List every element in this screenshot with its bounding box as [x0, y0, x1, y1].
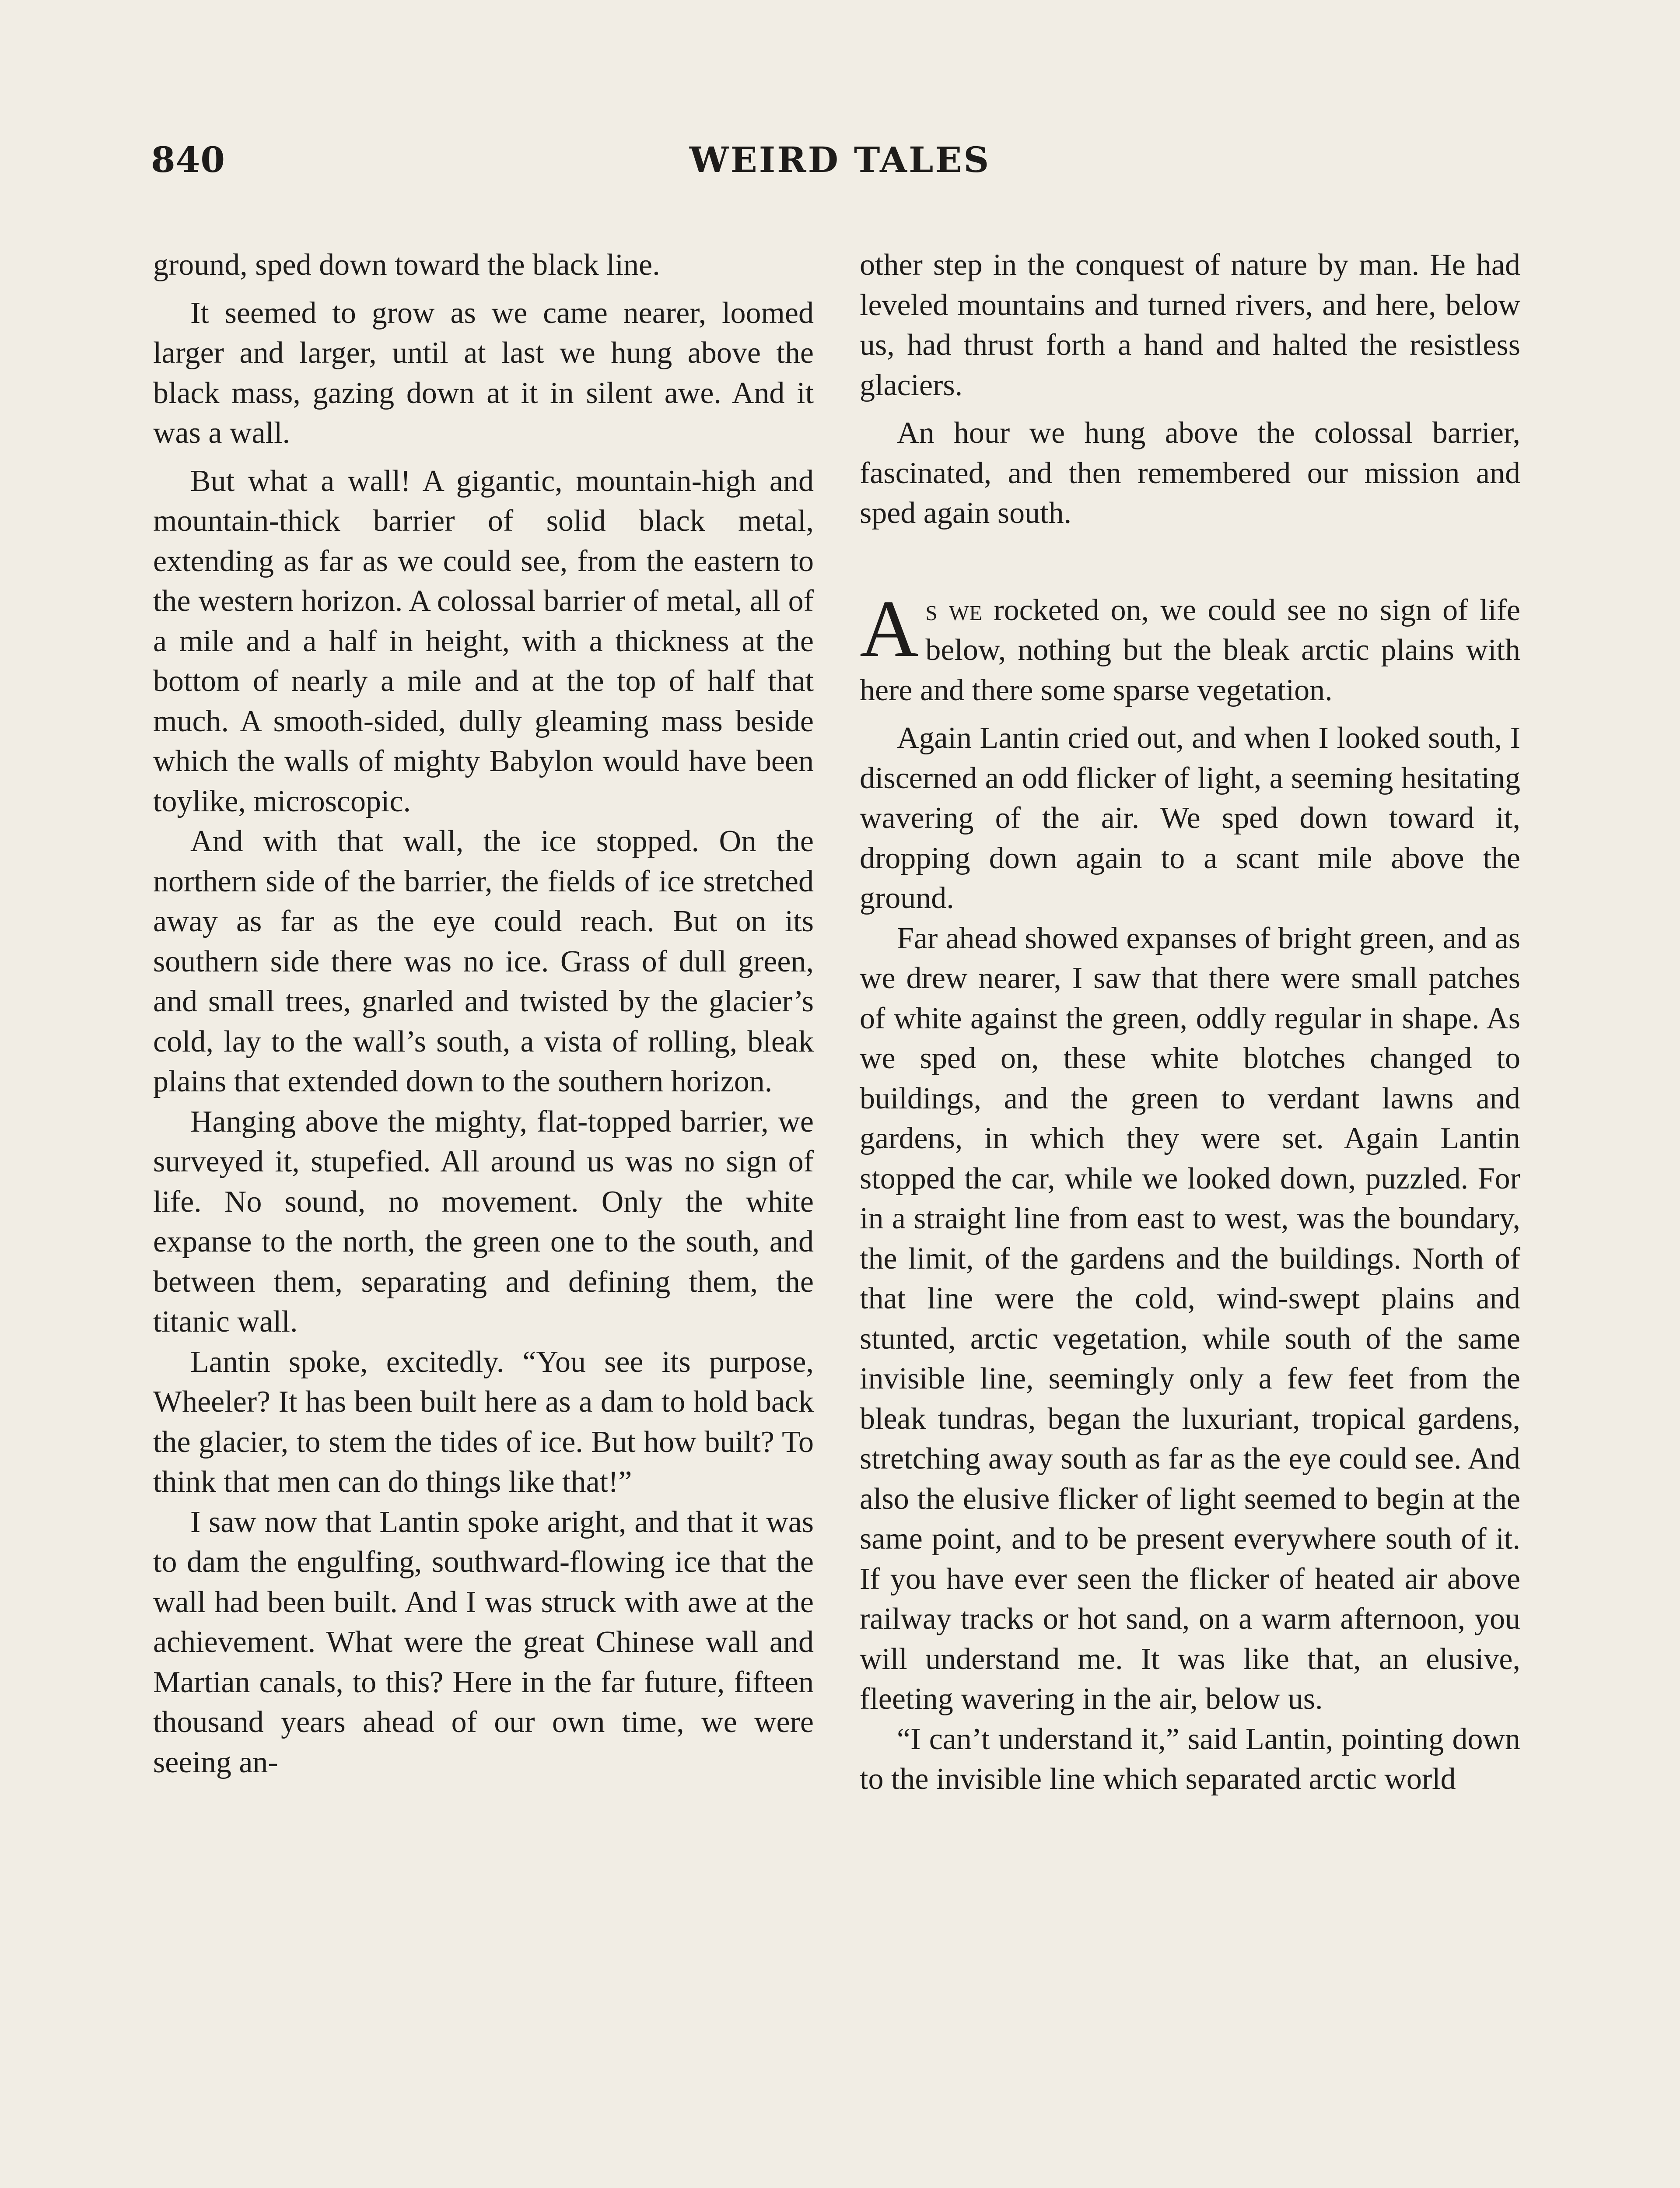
magazine-title: WEIRD TALES [689, 139, 991, 180]
drop-cap: A [860, 583, 919, 674]
paragraph: And with that wall, the ice stopped. On the northern side of the barrier, the fields of ice stretched away as far as the eye could reach. But on its southern side there was no ice. Grass of dull green, and small trees, gnarled and twisted by the glacier’s cold, lay to the wall’s south, a vista of rolling, bleak plains that extended down to the southern horizon. [153, 824, 814, 1098]
paragraph-text: rocketed on, we could see no sign of life below, nothing but the bleak arctic plains with here and there some sparse vegetation. [860, 593, 1520, 707]
paragraph: “I can’t understand it,” said Lantin, pointing down to the invisible line which separated arctic world [860, 1722, 1520, 1796]
paragraph: An hour we hung above the colossal barrier, fascinated, and then remembered our mission and sped again south. [860, 416, 1520, 530]
paragraph: Hanging above the mighty, flat-topped barrier, we surveyed it, stupefied. All around us was no sign of life. No sound, no movement. Only the white expanse to the north, the green one to the south, and between them, separating and defining them, the titanic wall. [153, 1105, 814, 1339]
small-caps-lead: s we [925, 593, 983, 627]
page-number: 840 [151, 139, 225, 180]
left-column [153, 245, 814, 1782]
paragraph: ground, sped down toward the black line. [153, 248, 660, 282]
right-column [860, 245, 1520, 1799]
paragraph: I saw now that Lantin spoke aright, and that it was to dam the engulfing, southward-flowing ice that the wall had been built. And I was struck with awe at the achievement. What were the great Chinese wall and Martian canals, to this? Here in the far future, fifteen thousand years ahead of our own time, we were seeing an- [153, 1505, 814, 1779]
paragraph: But what a wall! A gigantic, mountain-high and mountain-thick barrier of solid black metal, extending as far as we could see, from the eastern to the western horizon. A colossal barrier of metal, all of a mile and a half in height, with a thickness at the bottom of nearly a mile and at the top of half that much. A smooth-sided, dully gleaming mass beside which the walls of mighty Babylon would have been toylike, microscopic. [153, 464, 814, 818]
paragraph: Far ahead showed expanses of bright green, and as we drew nearer, I saw that there were small patches of white against the green, oddly regular in shape. As we sped on, these white blotches changed to buildings, and the green to verdant lawns and gardens, in which they were set. Again Lantin stopped the car, while we looked down, puzzled. For in a straight line from east to west, was the boundary, the limit, of the gardens and the buildings. North of that line were the cold, wind-swept plains and stunted, arctic vegetation, while south of the same invisible line, seemingly only a few feet from the bleak tundras, began the luxuriant, tropical gardens, stretching away south as far as the eye could see. And also the elusive flicker of light seemed to begin at the same point, and to be present everywhere south of it. If you have ever seen the flicker of heated air above railway tracks or hot sand, on a warm afternoon, you will understand me. It was like that, an elusive, fleeting wavering in the air, below us. [860, 921, 1520, 1716]
paragraph: It seemed to grow as we came nearer, loomed larger and larger, until at last we hung above the black mass, gazing down at it in silent awe. And it was a wall. [153, 296, 814, 450]
paragraph: Again Lantin cried out, and when I looked south, I discerned an odd flicker of light, a seeming hesitating wavering of the air. We sped down toward it, dropping down again to a scant mile above the ground. [860, 721, 1520, 915]
paragraph: other step in the conquest of nature by man. He had leveled mountains and turned rivers, and here, below us, had thrust forth a hand and halted the resistless glaciers. [860, 248, 1520, 402]
paragraph: Lantin spoke, excitedly. “You see its purpose, Wheeler? It has been built here as a dam to hold back the glacier, to stem the tides of ice. But how built? To think that men can do things like that!” [153, 1345, 814, 1499]
section-opening-paragraph [860, 583, 1520, 711]
